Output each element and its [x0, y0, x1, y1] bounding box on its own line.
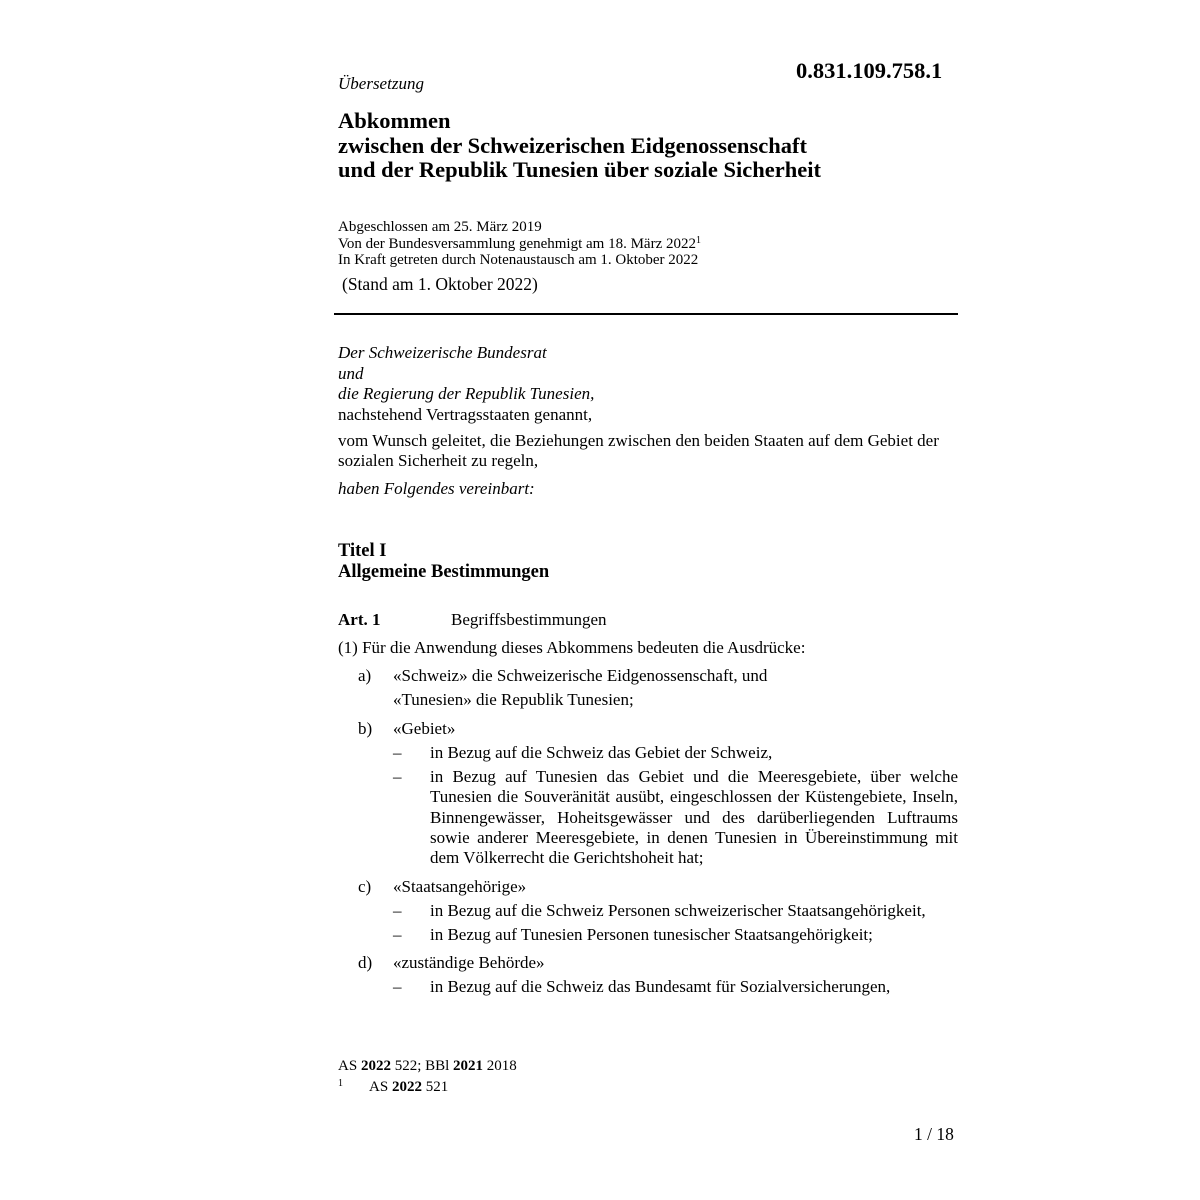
header-divider — [334, 313, 958, 315]
footnote-1: $^1$ AS 2022 521 — [338, 1078, 449, 1095]
dash-marker: – — [393, 901, 402, 920]
item-a-line-2: «Tunesien» die Republik Tunesien; — [393, 690, 634, 709]
status-date: (Stand am 1. Oktober 2022) — [342, 274, 538, 294]
dash-marker: – — [393, 977, 402, 996]
party-2: die Regierung der Republik Tunesien, — [338, 384, 595, 403]
list-marker-b: b) — [358, 719, 373, 738]
title-line-2: zwischen der Schweizerischen Eidgenossenschaft — [338, 132, 807, 158]
title-section-heading — [338, 541, 549, 583]
party-1: Der Schweizerische Bundesrat — [338, 343, 547, 362]
list-marker-d: d) — [358, 953, 373, 972]
dash-marker: – — [393, 767, 402, 786]
concluded-date: Abgeschlossen am 25. März 2019 — [338, 219, 542, 235]
preamble-agreed: haben Folgendes vereinbart: — [338, 479, 535, 498]
preamble-wish: vom Wunsch geleitet, die Beziehungen zwischen den beiden Staaten auf dem Gebiet der sozialen Sicherheit zu regeln, — [338, 431, 939, 470]
title-section-name: Allgemeine Bestimmungen — [338, 562, 550, 582]
article-paragraph-1: (1) Für die Anwendung dieses Abkommens bedeuten die Ausdrücke: — [338, 638, 806, 657]
item-c-line-1: «Staatsangehörige» — [393, 877, 527, 896]
translation-label: Übersetzung — [338, 74, 424, 93]
article-title: Begriffsbestimmungen — [451, 610, 607, 629]
item-a-line-1: «Schweiz» die Schweizerische Eidgenossenschaft, und — [393, 666, 768, 685]
item-c-dash-2: in Bezug auf Tunesien Personen tunesischer Staatsangehörigkeit; — [430, 925, 873, 944]
title-line-3: und der Republik Tunesien über soziale Sicherheit — [338, 157, 822, 182]
hereinafter-text: nachstehend Vertragsstaaten genannt, — [338, 404, 593, 424]
page-number: 1 / 18 — [914, 1124, 954, 1144]
item-b-dash-2: in Bezug auf Tunesien das Gebiet und die Meeresgebiete, über welche Tunesien die Souveränität ausübt, eingeschlossen der Küstengebiete, Inseln, Binnengewässer, Hoheitsgewässer und des darüberliegenden Luftraums sowie anderer Meeresgebiete, in denen Tunesien in Übereinstimmung mit dem Völkerrecht die Gerichtshoheit hat; — [430, 767, 958, 868]
approved-date: Von der Bundesversammlung genehmigt am 18. März 2022$^1$ — [338, 234, 701, 252]
list-marker-c: c) — [358, 877, 372, 896]
footnote-1-marker: 1 — [338, 1078, 343, 1089]
in-force-date: In Kraft getreten durch Notenaustausch am 1. Oktober 2022 — [338, 252, 699, 268]
sr-number: 0.831.109.758.1 — [796, 58, 943, 83]
item-d-dash-1: in Bezug auf die Schweiz das Bundesamt für Sozialversicherungen, — [430, 977, 891, 996]
document-metadata — [338, 219, 701, 269]
preamble-parties — [338, 343, 594, 425]
source-reference: AS 2022 522; BBl 2021 2018 — [338, 1058, 517, 1074]
title-section-number: Titel I — [338, 541, 387, 561]
item-d-line-1: «zuständige Behörde» — [393, 953, 545, 972]
item-b-dash-1: in Bezug auf die Schweiz das Gebiet der Schweiz, — [430, 743, 773, 762]
dash-marker: – — [393, 925, 402, 944]
dash-marker: – — [393, 743, 402, 762]
title-line-1: Abkommen — [338, 108, 451, 133]
article-number: Art. 1 — [338, 610, 381, 629]
party-conjunction: und — [338, 363, 364, 383]
document-title — [338, 109, 821, 183]
footnote-ref-1[interactable]: 1 — [696, 234, 701, 246]
item-b-line-1: «Gebiet» — [393, 719, 456, 738]
list-marker-a: a) — [358, 666, 372, 685]
item-c-dash-1: in Bezug auf die Schweiz Personen schweizerischer Staatsangehörigkeit, — [430, 901, 926, 920]
